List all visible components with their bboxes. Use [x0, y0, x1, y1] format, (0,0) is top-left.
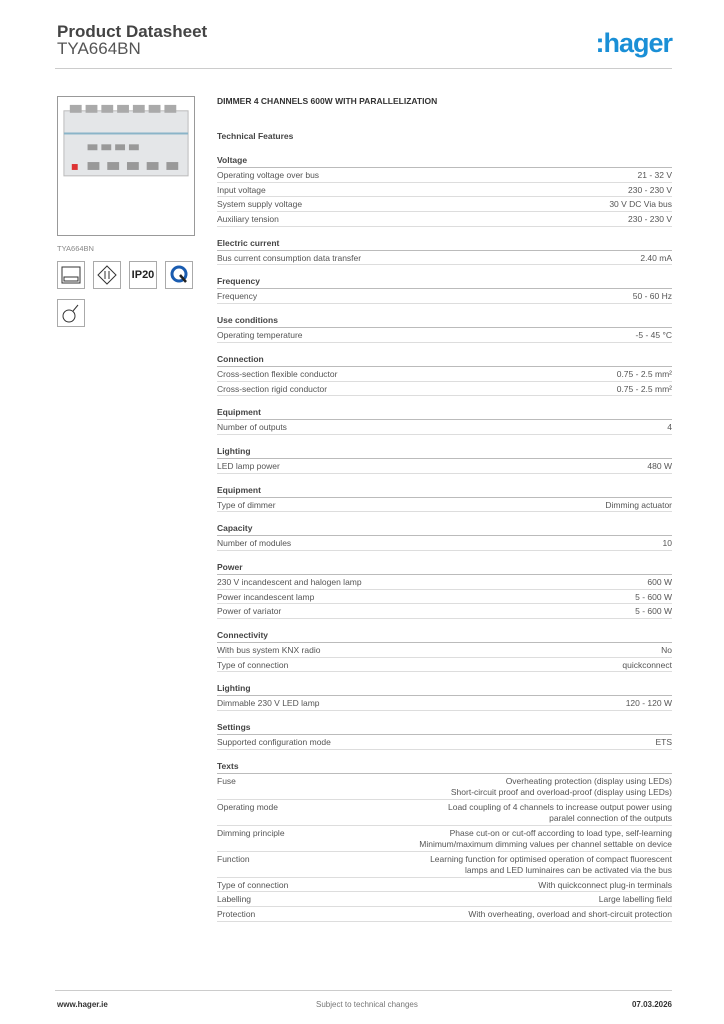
spec-value: 230 - 230 V	[628, 214, 672, 225]
spec-value: Dimming actuator	[605, 499, 672, 510]
spec-label: Fuse	[217, 775, 236, 786]
spec-value: 480 W	[647, 460, 672, 471]
spec-section	[217, 560, 672, 619]
section-heading: Electric current	[217, 236, 672, 251]
spec-value: 21 - 32 V	[637, 170, 672, 180]
product-image	[57, 96, 195, 236]
spec-label: Dimmable 230 V LED lamp	[217, 698, 320, 709]
spec-label: Cross-section flexible conductor	[217, 368, 338, 379]
spec-row	[217, 197, 672, 212]
spec-row	[217, 892, 672, 907]
spec-label: Number of modules	[217, 538, 292, 549]
quickconnect-icon	[165, 261, 193, 289]
spec-row	[217, 212, 672, 227]
spec-value: Overheating protection (display using LEDs) Short-circuit proof and overload-proof (display using LEDs)	[450, 775, 672, 798]
spec-row	[217, 852, 672, 878]
section-heading: Settings	[217, 720, 672, 735]
section-heading: Frequency	[217, 274, 672, 289]
spec-value: ETS	[655, 737, 672, 748]
spec-row	[217, 604, 672, 619]
spec-row	[217, 420, 672, 435]
spec-value: 5 - 600 W	[635, 591, 672, 602]
spec-section	[217, 274, 672, 304]
section-heading: Connectivity	[217, 628, 672, 643]
product-code: TYA664BN	[57, 39, 141, 58]
spec-label: 230 V incandescent and halogen lamp	[217, 576, 362, 587]
spec-section	[217, 405, 672, 435]
section-heading: Lighting	[217, 444, 672, 459]
din-rail-device-icon	[57, 261, 85, 289]
spec-value: 5 - 600 W	[635, 606, 672, 617]
spec-section	[217, 521, 672, 551]
header-divider	[55, 68, 672, 69]
spec-value: 50 - 60 Hz	[632, 291, 672, 302]
spec-section	[217, 352, 672, 396]
spec-row	[217, 774, 672, 800]
section-heading: Capacity	[217, 521, 672, 536]
section-heading: Equipment	[217, 405, 672, 420]
spec-row	[217, 367, 672, 382]
spec-section	[217, 720, 672, 750]
spec-value: Load coupling of 4 channels to increase output power using paralel connection of the outputs	[448, 801, 672, 824]
spec-section	[217, 153, 672, 227]
spec-label: Input voltage	[217, 184, 266, 195]
spec-label: Number of outputs	[217, 422, 287, 433]
spec-label: Labelling	[217, 894, 252, 905]
spec-value: 2.40 mA	[640, 252, 672, 263]
spec-value: 230 - 230 V	[628, 184, 672, 195]
spec-value: With overheating, overload and short-circuit protection	[468, 909, 672, 920]
spec-row	[217, 328, 672, 343]
page-title: Product Datasheet	[57, 22, 208, 41]
spec-label: Operating mode	[217, 801, 278, 812]
section-heading: Connection	[217, 352, 672, 367]
spec-row	[217, 251, 672, 266]
spec-label: Frequency	[217, 291, 258, 302]
spec-value: 30 V DC Via bus	[609, 199, 672, 210]
spec-row	[217, 382, 672, 397]
class-ii-icon	[93, 261, 121, 289]
spec-label: Type of connection	[217, 659, 289, 670]
spec-value: Phase cut-on or cut-off according to load type, self-learning Minimum/maximum dimming values per channel settable on device	[419, 827, 672, 850]
spec-label: Supported configuration mode	[217, 737, 331, 748]
spec-row	[217, 536, 672, 551]
spec-label: System supply voltage	[217, 199, 303, 210]
spec-section	[217, 759, 672, 922]
spec-row	[217, 590, 672, 605]
spec-value: 120 - 120 W	[625, 698, 672, 709]
spec-value: quickconnect	[622, 659, 672, 670]
spec-label: Protection	[217, 909, 256, 920]
spec-section	[217, 236, 672, 266]
spec-row	[217, 696, 672, 711]
hager-logo: :hager	[595, 28, 672, 58]
cable-icon	[57, 299, 85, 327]
spec-section	[217, 313, 672, 343]
footer-note: Subject to technical changes	[316, 1000, 418, 1009]
spec-section	[217, 681, 672, 711]
ip20-label: IP20	[131, 269, 155, 281]
ip20-badge	[129, 261, 157, 289]
spec-row	[217, 575, 672, 590]
spec-section	[217, 483, 672, 513]
spec-value: Learning function for optimised operation of compact fluorescent lamps and LED luminaires can be activated via the bus	[430, 853, 672, 876]
spec-row	[217, 459, 672, 474]
spec-value: -5 - 45 °C	[635, 330, 672, 341]
spec-row	[217, 183, 672, 198]
spec-value: 0.75 - 2.5 mm²	[616, 368, 672, 379]
spec-label: Type of dimmer	[217, 499, 276, 510]
footer	[55, 990, 672, 1009]
spec-value: Large labelling field	[598, 894, 672, 905]
spec-row	[217, 658, 672, 673]
section-heading: Texts	[217, 759, 672, 774]
spec-row	[217, 826, 672, 852]
section-heading: Lighting	[217, 681, 672, 696]
spec-row	[217, 878, 672, 893]
spec-label: Bus current consumption data transfer	[217, 252, 362, 263]
spec-value: 10	[662, 538, 672, 549]
spec-label: Auxiliary tension	[217, 214, 279, 225]
image-caption: TYA664BN	[57, 244, 94, 253]
spec-label: Power incandescent lamp	[217, 591, 315, 602]
footer-website[interactable]: www.hager.ie	[57, 1000, 108, 1009]
spec-row	[217, 643, 672, 658]
spec-value: No	[661, 645, 672, 655]
section-heading: Power	[217, 560, 672, 575]
spec-label: Cross-section rigid conductor	[217, 383, 328, 394]
spec-label: Function	[217, 853, 250, 864]
footer-date: 07.03.2026	[631, 1000, 672, 1009]
spec-row	[217, 498, 672, 513]
spec-row	[217, 800, 672, 826]
spec-label: With bus system KNX radio	[217, 645, 321, 655]
spec-label: LED lamp power	[217, 460, 280, 471]
product-title: DIMMER 4 CHANNELS 600W WITH PARALLELIZATION	[217, 96, 438, 106]
spec-label: Operating voltage over bus	[217, 170, 320, 180]
spec-label: Dimming principle	[217, 827, 285, 838]
section-heading: Voltage	[217, 153, 672, 168]
spec-value: 4	[667, 422, 672, 433]
spec-row	[217, 168, 672, 183]
section-heading: Equipment	[217, 483, 672, 498]
technical-features-heading: Technical Features	[217, 131, 294, 141]
spec-row	[217, 735, 672, 750]
spec-value: 0.75 - 2.5 mm²	[616, 383, 672, 394]
spec-section	[217, 628, 672, 672]
spec-label: Type of connection	[217, 879, 289, 890]
section-heading: Use conditions	[217, 313, 672, 328]
spec-row	[217, 907, 672, 922]
spec-label: Power of variator	[217, 606, 282, 617]
spec-label: Operating temperature	[217, 330, 303, 341]
spec-value: 600 W	[647, 576, 672, 587]
spec-value: With quickconnect plug-in terminals	[538, 879, 672, 890]
spec-section	[217, 444, 672, 474]
spec-row	[217, 289, 672, 304]
